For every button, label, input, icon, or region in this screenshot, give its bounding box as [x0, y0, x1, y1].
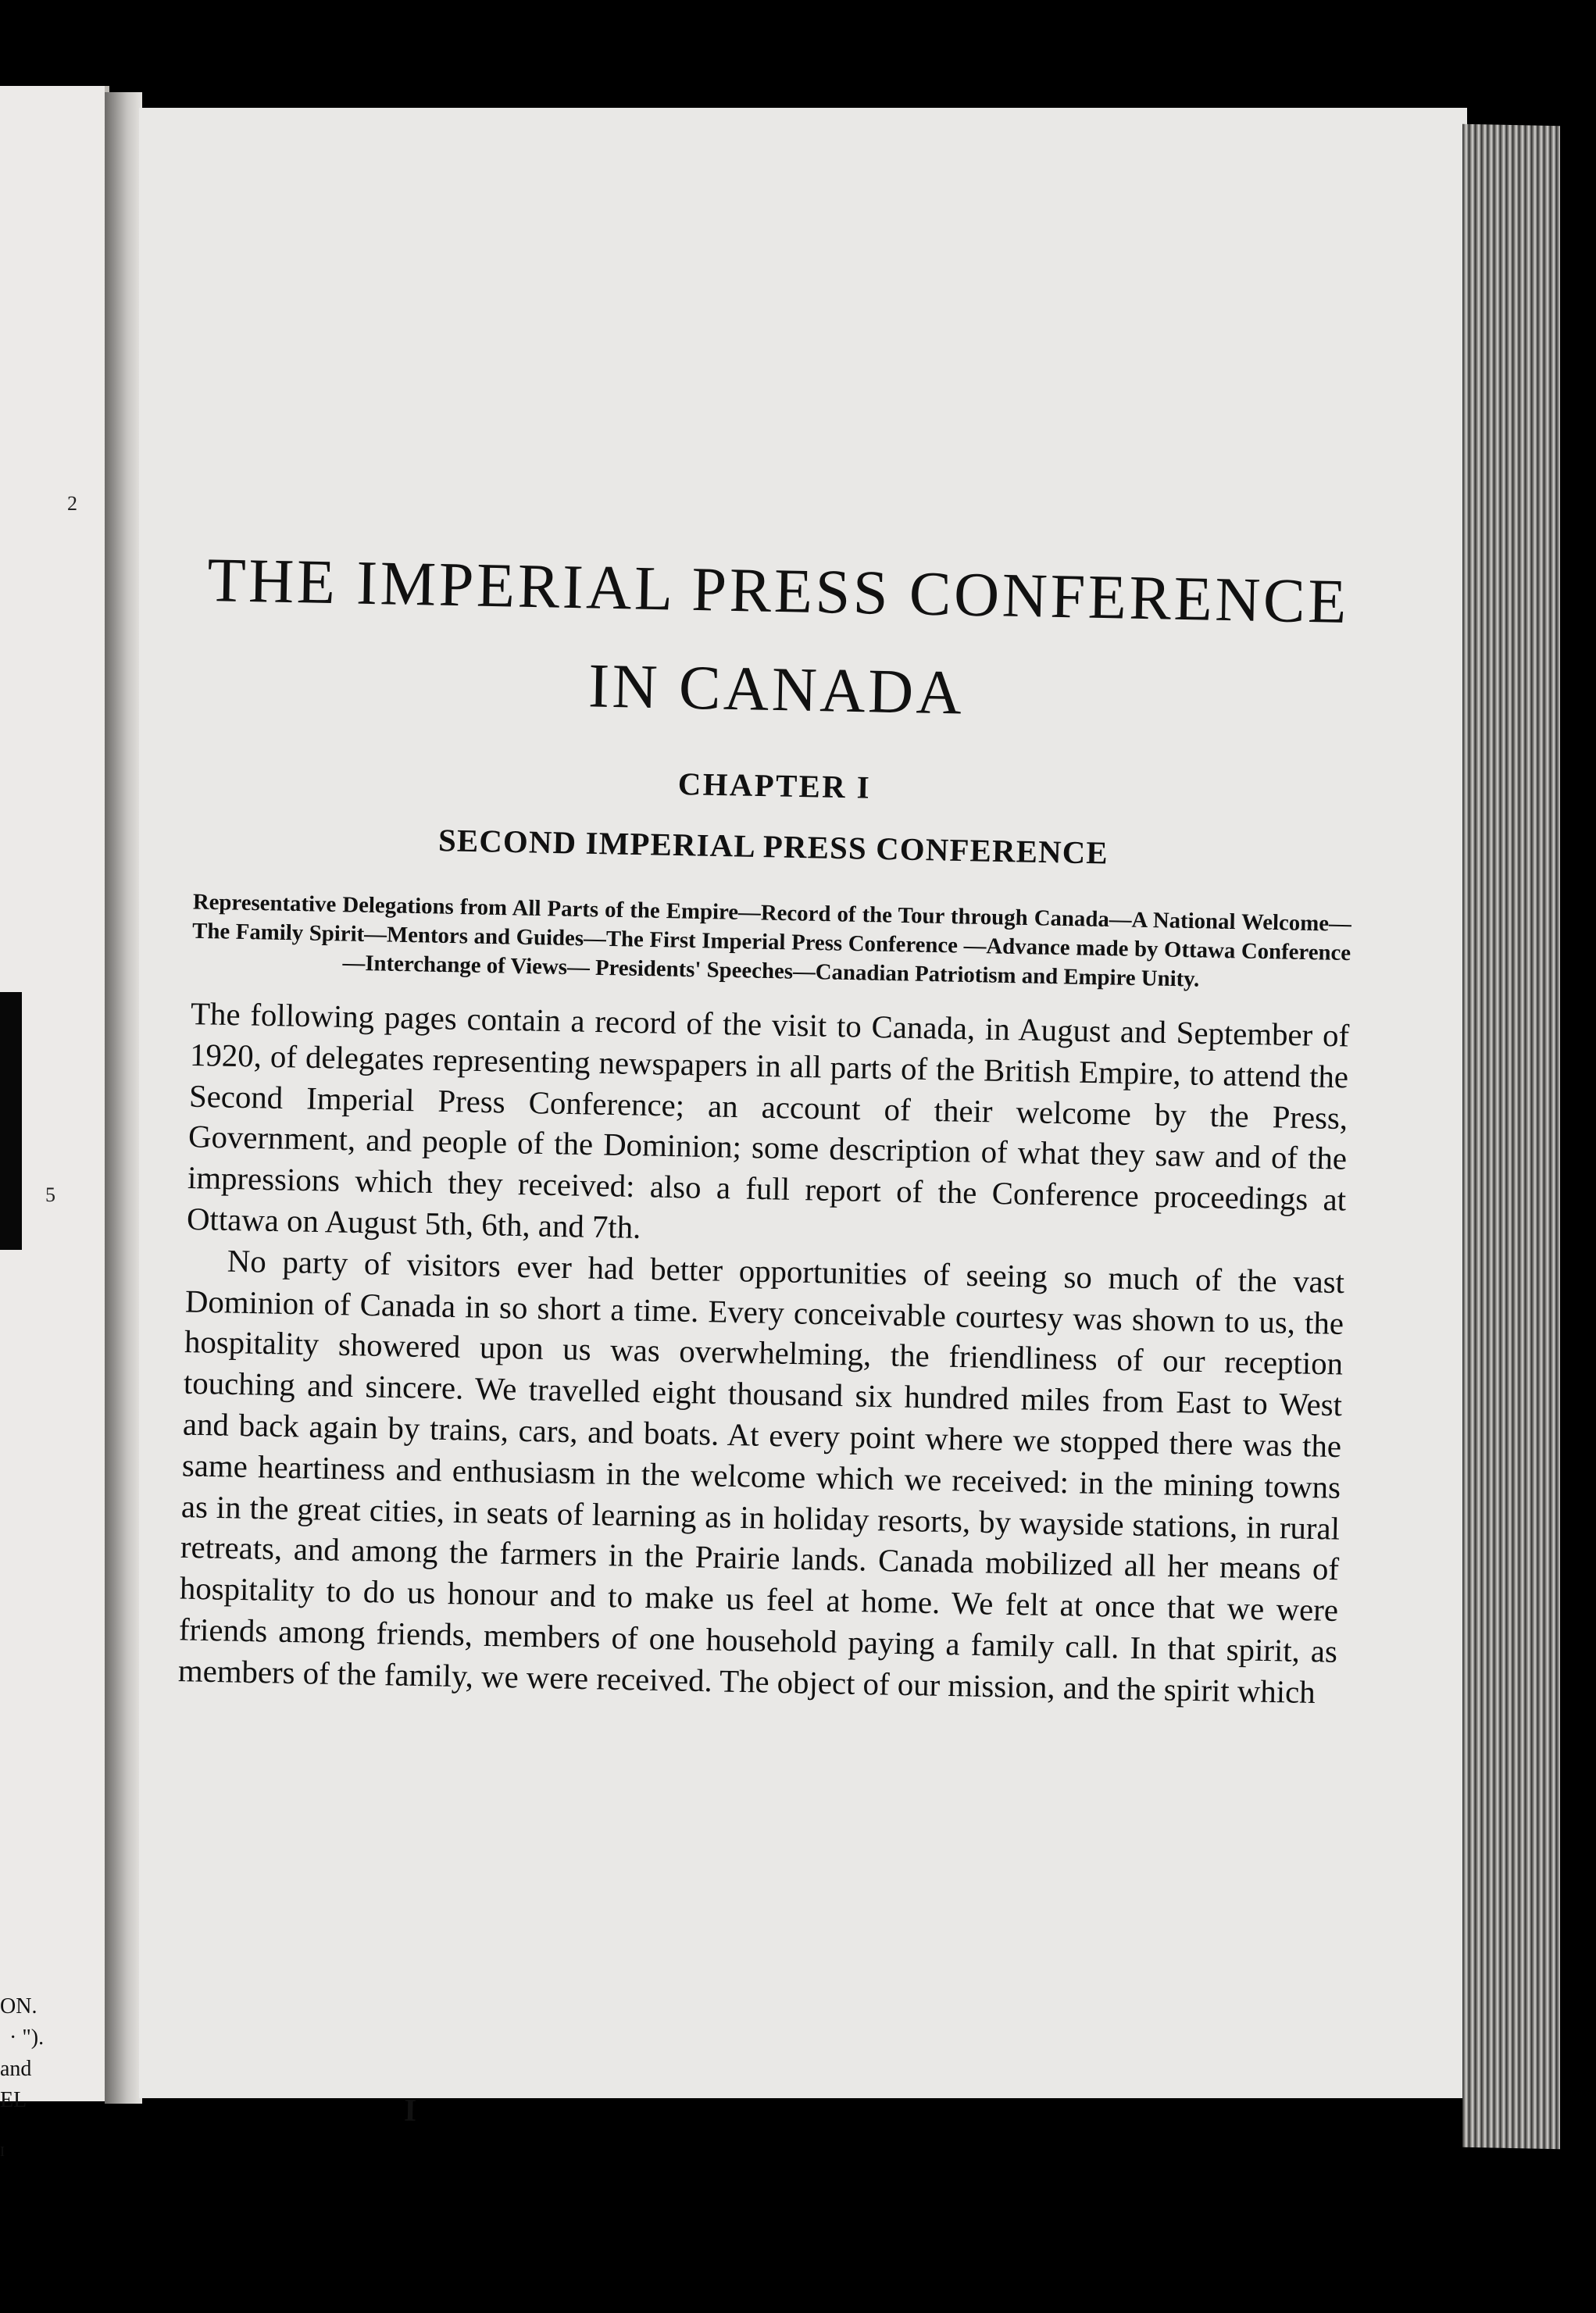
- margin-number: 2: [67, 492, 77, 515]
- page-folio: I: [403, 2093, 417, 2129]
- chapter-title: SECOND IMPERIAL PRESS CONFERENCE: [437, 823, 1109, 872]
- facing-page-fragment: I: [0, 2143, 5, 2159]
- chapter-body: [177, 994, 1349, 1715]
- facing-page-fragment: EL: [0, 2088, 27, 2112]
- paragraph: The following pages contain a record of the visit to Canada, in August and September of 1920, of delegates representing newspapers in all parts of the British Empire, to attend the Second Imperial Press Conference; an account of their welcome by the Press, Government, and people of the Dominion; some description of what they saw and of the impressions which they received: also a full report of the Conference proceedings at Ottawa on August 5th, 6th, and 7th.: [186, 997, 1350, 1246]
- page-edges: [1462, 124, 1560, 2150]
- margin-number: 5: [45, 1183, 55, 1206]
- facing-page-fragment: and: [0, 2057, 32, 2081]
- chapter-number: CHAPTER I: [677, 767, 872, 806]
- chapter-synopsis: Representative Delegations from All Parts of the Empire—Record of the Tour through Canada—A National Welcome—The Family Spirit—Mentors and Guides—The First Imperial Press Conference —Advance made by Ottawa Conference—Interchange of Views— Presidents' Speeches—Canadian Patriotism and Empire Unity.: [191, 890, 1352, 992]
- facing-page-fragment: · ").: [9, 2026, 45, 2050]
- facing-page-dark-mark: [0, 992, 22, 1250]
- paragraph: No party of visitors ever had better opportunities of seeing so much of the vast Dominion of Canada in so short a time. Every conceivable courtesy was shown to us, the hospitality showered upon us was overwhelming, the friendliness of our reception touching and sincere. We travelled eight thousand six hundred miles from East to West and back again by trains, cars, and boats. At every point where we stopped there was the same heartiness and enthusiasm in the welcome which we received: in the mining towns as in the great cities, in seats of learning as in holiday resorts, by wayside stations, in rural retreats, and among the farmers in the Prairie lands. Canada mobilized all her means of hospitality to do us honour and to make us feel at home. We felt at once that we were friends among friends, members of one household paying a family call. In that spirit, as members of the family, we were received. The object of our mission, and the spirit which: [177, 1244, 1345, 1711]
- facing-page-fragment: ON.: [0, 1994, 37, 2019]
- page-content: [177, 531, 1358, 2129]
- book-title: THE IMPERIAL PRESS CONFERENCE IN CANADA: [206, 545, 1350, 728]
- book-gutter: [105, 92, 142, 2104]
